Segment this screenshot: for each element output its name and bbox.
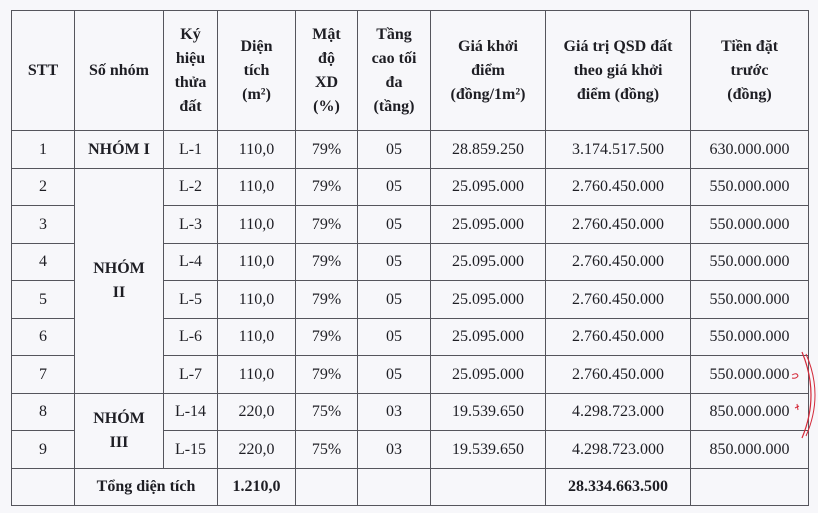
cell-area: 220,0 [218, 393, 296, 431]
cell-stt: 1 [12, 131, 75, 169]
cell-start-price: 28.859.250 [431, 131, 546, 169]
header-start-price: Giá khởi điểm (đồng/1m²) [431, 11, 546, 131]
cell-density: 79% [296, 243, 358, 281]
header-lot-code: Ký hiệu thửa đất [164, 11, 218, 131]
cell-area: 110,0 [218, 206, 296, 244]
cell-floors: 05 [358, 318, 431, 356]
cell-density: 79% [296, 356, 358, 394]
cell-density: 79% [296, 168, 358, 206]
cell-area: 110,0 [218, 243, 296, 281]
cell-floors: 05 [358, 356, 431, 394]
cell-density: 79% [296, 318, 358, 356]
cell-stt: 9 [12, 431, 75, 469]
cell-deposit: 550.000.000 [691, 356, 809, 394]
cell-lot: L-2 [164, 168, 218, 206]
cell-floors: 05 [358, 243, 431, 281]
table-row [12, 131, 809, 169]
cell-deposit: 550.000.000 [691, 281, 809, 319]
cell-area: 110,0 [218, 318, 296, 356]
cell-lot: L-3 [164, 206, 218, 244]
cell-lot: L-4 [164, 243, 218, 281]
cell-group: NHÓM I [75, 131, 164, 169]
cell-land-value: 2.760.450.000 [546, 356, 691, 394]
cell-density: 79% [296, 281, 358, 319]
cell-deposit: 550.000.000 [691, 318, 809, 356]
cell-area: 110,0 [218, 281, 296, 319]
cell-land-value: 4.298.723.000 [546, 431, 691, 469]
cell-lot: L-5 [164, 281, 218, 319]
cell-area: 110,0 [218, 131, 296, 169]
cell-area: 110,0 [218, 168, 296, 206]
cell-empty [691, 468, 809, 505]
cell-deposit: 550.000.000 [691, 243, 809, 281]
cell-lot: L-15 [164, 431, 218, 469]
cell-deposit: 850.000.000 [691, 431, 809, 469]
total-row [12, 468, 809, 505]
cell-floors: 05 [358, 168, 431, 206]
cell-group: NHÓM III [75, 393, 164, 468]
cell-deposit: 630.000.000 [691, 131, 809, 169]
cell-stt: 3 [12, 206, 75, 244]
header-stt: STT [12, 11, 75, 131]
cell-area: 220,0 [218, 431, 296, 469]
cell-start-price: 19.539.650 [431, 431, 546, 469]
cell-deposit: 850.000.000 [691, 393, 809, 431]
cell-start-price: 25.095.000 [431, 206, 546, 244]
cell-deposit: 550.000.000 [691, 168, 809, 206]
cell-empty [358, 468, 431, 505]
cell-stt: 2 [12, 168, 75, 206]
cell-floors: 05 [358, 131, 431, 169]
cell-start-price: 19.539.650 [431, 393, 546, 431]
table-row [12, 168, 809, 206]
cell-start-price: 25.095.000 [431, 168, 546, 206]
cell-lot: L-6 [164, 318, 218, 356]
cell-land-value: 4.298.723.000 [546, 393, 691, 431]
cell-land-value: 2.760.450.000 [546, 168, 691, 206]
cell-lot: L-14 [164, 393, 218, 431]
cell-empty [296, 468, 358, 505]
cell-density: 75% [296, 431, 358, 469]
header-group: Số nhóm [75, 11, 164, 131]
cell-land-value: 2.760.450.000 [546, 243, 691, 281]
cell-stt: 8 [12, 393, 75, 431]
total-label: Tổng diện tích [75, 468, 218, 505]
cell-floors: 03 [358, 393, 431, 431]
header-density: Mật độ XD (%) [296, 11, 358, 131]
cell-stt: 5 [12, 281, 75, 319]
cell-stt: 7 [12, 356, 75, 394]
header-max-floors: Tầng cao tối đa (tầng) [358, 11, 431, 131]
cell-floors: 03 [358, 431, 431, 469]
cell-land-value: 2.760.450.000 [546, 206, 691, 244]
cell-start-price: 25.095.000 [431, 318, 546, 356]
cell-lot: L-1 [164, 131, 218, 169]
table-row [12, 393, 809, 431]
cell-lot: L-7 [164, 356, 218, 394]
cell-start-price: 25.095.000 [431, 281, 546, 319]
cell-deposit: 550.000.000 [691, 206, 809, 244]
cell-empty [12, 468, 75, 505]
total-area: 1.210,0 [218, 468, 296, 505]
cell-density: 79% [296, 131, 358, 169]
cell-stt: 6 [12, 318, 75, 356]
cell-stt: 4 [12, 243, 75, 281]
cell-empty [431, 468, 546, 505]
cell-start-price: 25.095.000 [431, 356, 546, 394]
cell-land-value: 3.174.517.500 [546, 131, 691, 169]
cell-density: 79% [296, 206, 358, 244]
cell-area: 110,0 [218, 356, 296, 394]
cell-land-value: 2.760.450.000 [546, 281, 691, 319]
cell-density: 75% [296, 393, 358, 431]
cell-floors: 05 [358, 281, 431, 319]
cell-land-value: 2.760.450.000 [546, 318, 691, 356]
auction-lots-table [11, 10, 809, 506]
total-land-value: 28.334.663.500 [546, 468, 691, 505]
header-land-value: Giá trị QSD đất theo giá khởi điểm (đồng) [546, 11, 691, 131]
header-deposit: Tiền đặt trước (đồng) [691, 11, 809, 131]
header-row [12, 11, 809, 131]
cell-start-price: 25.095.000 [431, 243, 546, 281]
cell-floors: 05 [358, 206, 431, 244]
header-area: Diện tích (m²) [218, 11, 296, 131]
cell-group: NHÓM II [75, 168, 164, 393]
